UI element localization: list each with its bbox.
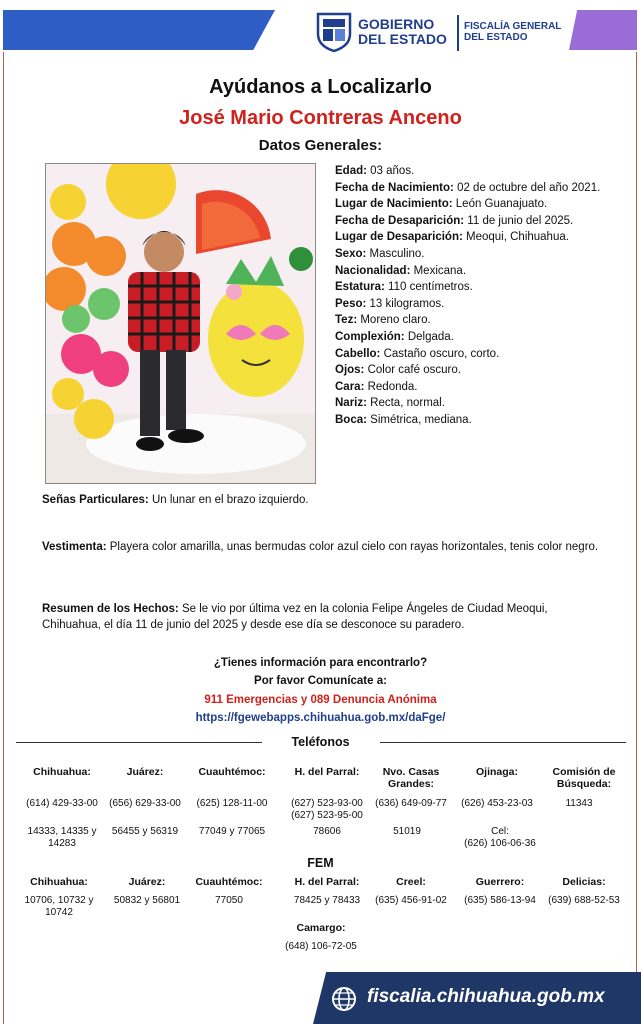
fact-row: Nacionalidad: Mexicana. (335, 264, 467, 277)
fem-header: Guerrero: (475, 876, 525, 888)
phones-cell: (656) 629-33-00 (109, 798, 181, 809)
fact-row: Estatura: 110 centímetros. (335, 281, 473, 294)
phones-cell: 77049 y 77065 (198, 826, 266, 837)
header-divider (457, 15, 459, 51)
phones-cell: 11343 (565, 798, 593, 809)
fem-header: Delicias: (562, 876, 606, 888)
phones-cell: (636) 649-09-77 (375, 798, 447, 809)
fem-cell: (635) 586-13-94 (464, 895, 536, 906)
missing-person-photo (45, 163, 316, 484)
phones-header: Ojinaga: (475, 766, 518, 778)
fem-header: Creel: (396, 876, 426, 888)
phones-cell: 51019 (393, 826, 421, 837)
fem-header: Cuauhtémoc: (195, 876, 263, 888)
fact-row: Ojos: Color café oscuro. (335, 364, 461, 377)
section-title: Datos Generales: (258, 137, 383, 154)
page-title: Ayúdanos a Localizarlo (209, 76, 432, 98)
header-blue-band (3, 10, 275, 50)
phones-header: Chihuahua: (33, 766, 91, 778)
fem-cell: (639) 688-52-53 (548, 895, 620, 906)
fact-row: Cabello: Castaño oscuro, corto. (335, 347, 500, 360)
fem-cell: 78425 y 78433 (293, 895, 361, 906)
phones-header: Juárez: (126, 766, 164, 778)
fact-row: Tez: Moreno claro. (335, 314, 431, 327)
frame-right (636, 52, 637, 1024)
phones-cell: (626) 453-23-03 (461, 798, 533, 809)
fem-header: Juárez: (128, 876, 166, 888)
phones-cell: (625) 128-11-00 (196, 798, 268, 809)
fact-row: Sexo: Masculino. (335, 247, 425, 260)
fact-row: Complexión: Delgada. (335, 330, 454, 343)
fem-cell: 50832 y 56801 (113, 895, 181, 906)
phones-cell: 78606 (313, 826, 341, 837)
phones-cell: 14333, 14335 y 14283 (27, 826, 97, 849)
contact-question: ¿Tienes información para encontrarlo? (213, 657, 428, 669)
fiscalia-logo-text: FISCALÍA GENERAL DEL ESTADO (464, 21, 562, 43)
footer-website-link[interactable]: fiscalia.chihuahua.gob.mx (367, 986, 605, 1007)
report-link[interactable]: https://fgewebapps.chihuahua.gob.mx/daFge/ (195, 712, 446, 724)
general-data-list (335, 163, 600, 429)
phones-cell: Cel: (626) 106-06-36 (464, 826, 536, 849)
fem-header: H. del Parral: (294, 876, 360, 888)
fact-row: Boca: Simétrica, mediana. (335, 413, 472, 426)
fem-header: Chihuahua: (30, 876, 88, 888)
facts-summary: Resumen de los Hechos: Se le vio por última vez en la colonia Felipe Ángeles de Ciudad Meoqui, Chihuahua, el día 11 de junio del 2025 y desde ese día se desconoce su paradero. (42, 603, 548, 631)
fact-row: Nariz: Recta, normal. (335, 397, 445, 410)
phones-header: Comisión de Búsqueda: (552, 766, 616, 790)
missing-person-name: José Mario Contreras Anceno (179, 107, 462, 129)
header-purple-band (569, 10, 637, 50)
phones-cell: 56455 y 56319 (111, 826, 179, 837)
distinguishing-marks: Señas Particulares: Un lunar en el brazo izquierdo. (42, 494, 309, 506)
phones-header: Nvo. Casas Grandes: (382, 766, 440, 790)
emergency-numbers: 911 Emergencias y 089 Denuncia Anónima (204, 694, 437, 706)
fact-row: Lugar de Desaparición: Meoqui, Chihuahua. (335, 231, 569, 244)
fem-cell-camargo: (648) 106-72-05 (285, 941, 357, 952)
fact-row: Lugar de Nacimiento: León Guanajuato. (335, 198, 548, 211)
fem-title: FEM (307, 856, 334, 870)
fact-row: Peso: 13 kilogramos. (335, 297, 445, 310)
fact-row: Fecha de Nacimiento: 02 de octubre del año 2021. (335, 181, 601, 194)
fem-cell: 77050 (215, 895, 243, 906)
globe-icon (330, 985, 358, 1013)
gobierno-logo-text: GOBIERNO DEL ESTADO (358, 16, 447, 47)
phones-header: H. del Parral: (294, 766, 360, 778)
phones-cell: (614) 429-33-00 (26, 798, 98, 809)
fem-cell: 10706, 10732 y 10742 (24, 895, 94, 918)
phones-title: Teléfonos (291, 735, 350, 749)
fem-header-camargo: Camargo: (296, 922, 346, 934)
frame-left (3, 52, 4, 1024)
clothing-description: Vestimenta: Playera color amarilla, unas bermudas color azul cielo con rayas horizontales, tenis color negro. (42, 541, 599, 553)
contact-please: Por favor Comunícate a: (254, 675, 387, 687)
fact-row: Fecha de Desaparición: 11 de junio del 2025. (335, 214, 574, 227)
fact-row: Cara: Redonda. (335, 380, 418, 393)
phones-header: Cuauhtémoc: (198, 766, 266, 778)
fact-row: Edad: 03 años. (335, 165, 415, 177)
phones-cell: (627) 523-93-00 (627) 523-95-00 (291, 798, 363, 821)
state-shield-icon (316, 12, 352, 52)
fem-cell: (635) 456-91-02 (375, 895, 447, 906)
